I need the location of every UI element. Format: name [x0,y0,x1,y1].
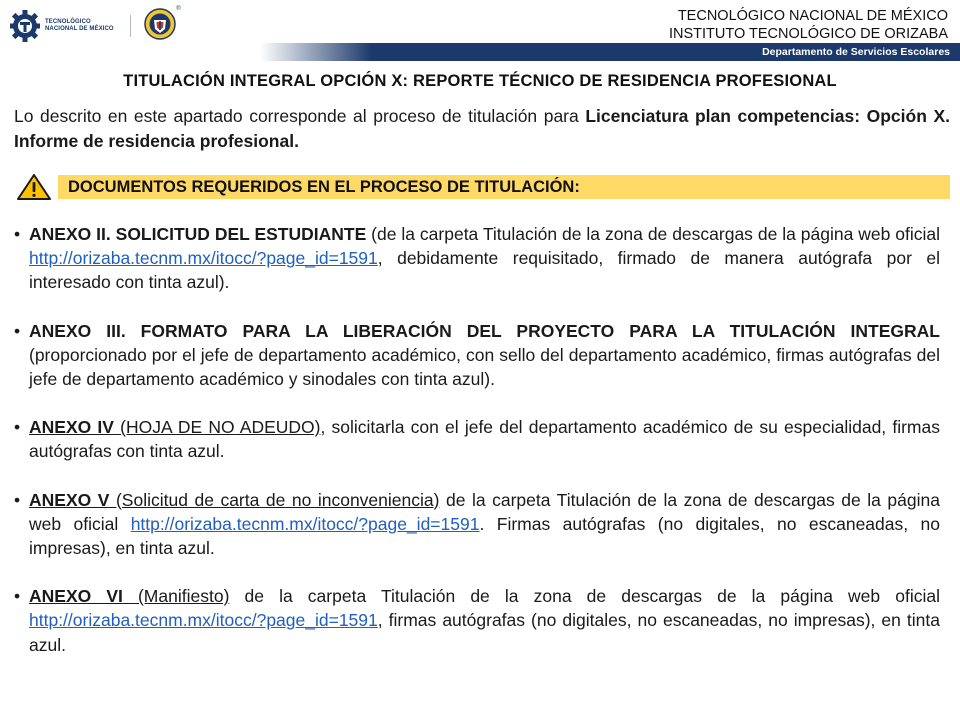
item-text-end: . Firmas autógrafas (no digitales, no escaneadas, no impresas), en tinta azul. [29,513,940,559]
item-text: de la carpeta Titulación de la zona de descargas de la página web oficial [229,586,940,607]
item-subtitle: (HOJA DE NO ADEUDO) [113,417,321,438]
bullet-icon: • [14,489,21,510]
warning-triangle-icon [16,173,52,201]
institution-line1: TECNOLÓGICO NACIONAL DE MÉXICO [677,8,948,24]
item-subtitle: (Solicitud de carta de no inconveniencia) [109,489,440,510]
list-item-anexo-v [14,488,940,561]
ito-logo [144,5,181,45]
institution-line2: INSTITUTO TECNOLÓGICO DE ORIZABA [668,26,948,42]
list-item-anexo-iii [14,319,940,392]
downloads-link[interactable]: http://orizaba.tecnm.mx/itocc/?page_id=1591 [130,513,480,534]
list-item-anexo-ii [14,222,940,295]
tecnm-logo-line1: TECNOLÓGICO [45,19,91,25]
intro-bold-text: Licenciatura plan competencias: Opción X. Informe de residencia profesional. [14,106,950,151]
item-subtitle: (Manifiesto) [122,586,230,607]
department-bar: Departamento de Servicios Escolares [260,43,960,61]
item-title: ANEXO V [29,489,110,510]
intro-paragraph [14,104,950,154]
item-text: de la carpeta Titulación de la zona de descargas de la página web oficial [29,489,940,534]
logo-divider [130,15,131,37]
intro-text: Lo descrito en este apartado corresponde al proceso de titulación para [14,106,586,126]
tecnm-logo-line2: NACIONAL DE MÉXICO [45,26,114,32]
required-documents-list [14,222,940,681]
item-title: ANEXO VI [29,586,123,607]
bullet-icon: • [14,224,21,244]
bullet-icon: • [14,586,21,607]
tecnm-gear-logo-icon [8,8,42,44]
downloads-link[interactable]: http://orizaba.tecnm.mx/itocc/?page_id=1591 [29,610,378,631]
ito-shield-logo-icon [144,8,176,40]
page-title: TITULACIÓN INTEGRAL OPCIÓN X: REPORTE TÉCNICO DE RESIDENCIA PROFESIONAL [123,72,837,90]
header-logos [8,5,181,46]
item-text-end: , debidamente requisitado, firmado de manera autógrafa por el interesado con tinta azul). [29,248,940,293]
item-title: ANEXO III. FORMATO PARA LA LIBERACIÓN DEL PROYECTO PARA LA TITULACIÓN INTEGRAL [29,320,940,341]
item-text-end: , firmas autógrafas (no digitales, no escaneadas, no impresas), en tinta azul. [29,610,940,655]
institution-names [669,7,948,43]
documents-heading [16,173,950,201]
item-text: (de la carpeta Titulación de la zona de descargas de la página web oficial [366,224,940,244]
list-item-anexo-iv [14,415,940,463]
bullet-icon: • [14,320,21,341]
list-item-anexo-vi [14,584,940,657]
item-text: (proporcionado por el jefe de departamento académico, con sello del departamento académico, firmas autógrafas del jefe de departamento académico y sinodales con tinta azul). [29,344,940,390]
downloads-link[interactable]: http://orizaba.tecnm.mx/itocc/?page_id=1591 [29,248,378,269]
tecnm-logo-text [45,19,114,33]
documents-heading-label: DOCUMENTOS REQUERIDOS EN EL PROCESO DE TITULACIÓN: [58,175,950,199]
item-title: ANEXO IV [29,417,114,438]
item-title: ANEXO II. SOLICITUD DEL ESTUDIANTE [29,224,367,244]
registered-mark-icon: ® [176,5,181,12]
bullet-icon: • [14,417,21,438]
tecnm-logo [8,8,114,44]
item-text: , solicitarla con el jefe del departamento académico de su especialidad, firmas autógrafas con tinta azul. [29,417,940,462]
